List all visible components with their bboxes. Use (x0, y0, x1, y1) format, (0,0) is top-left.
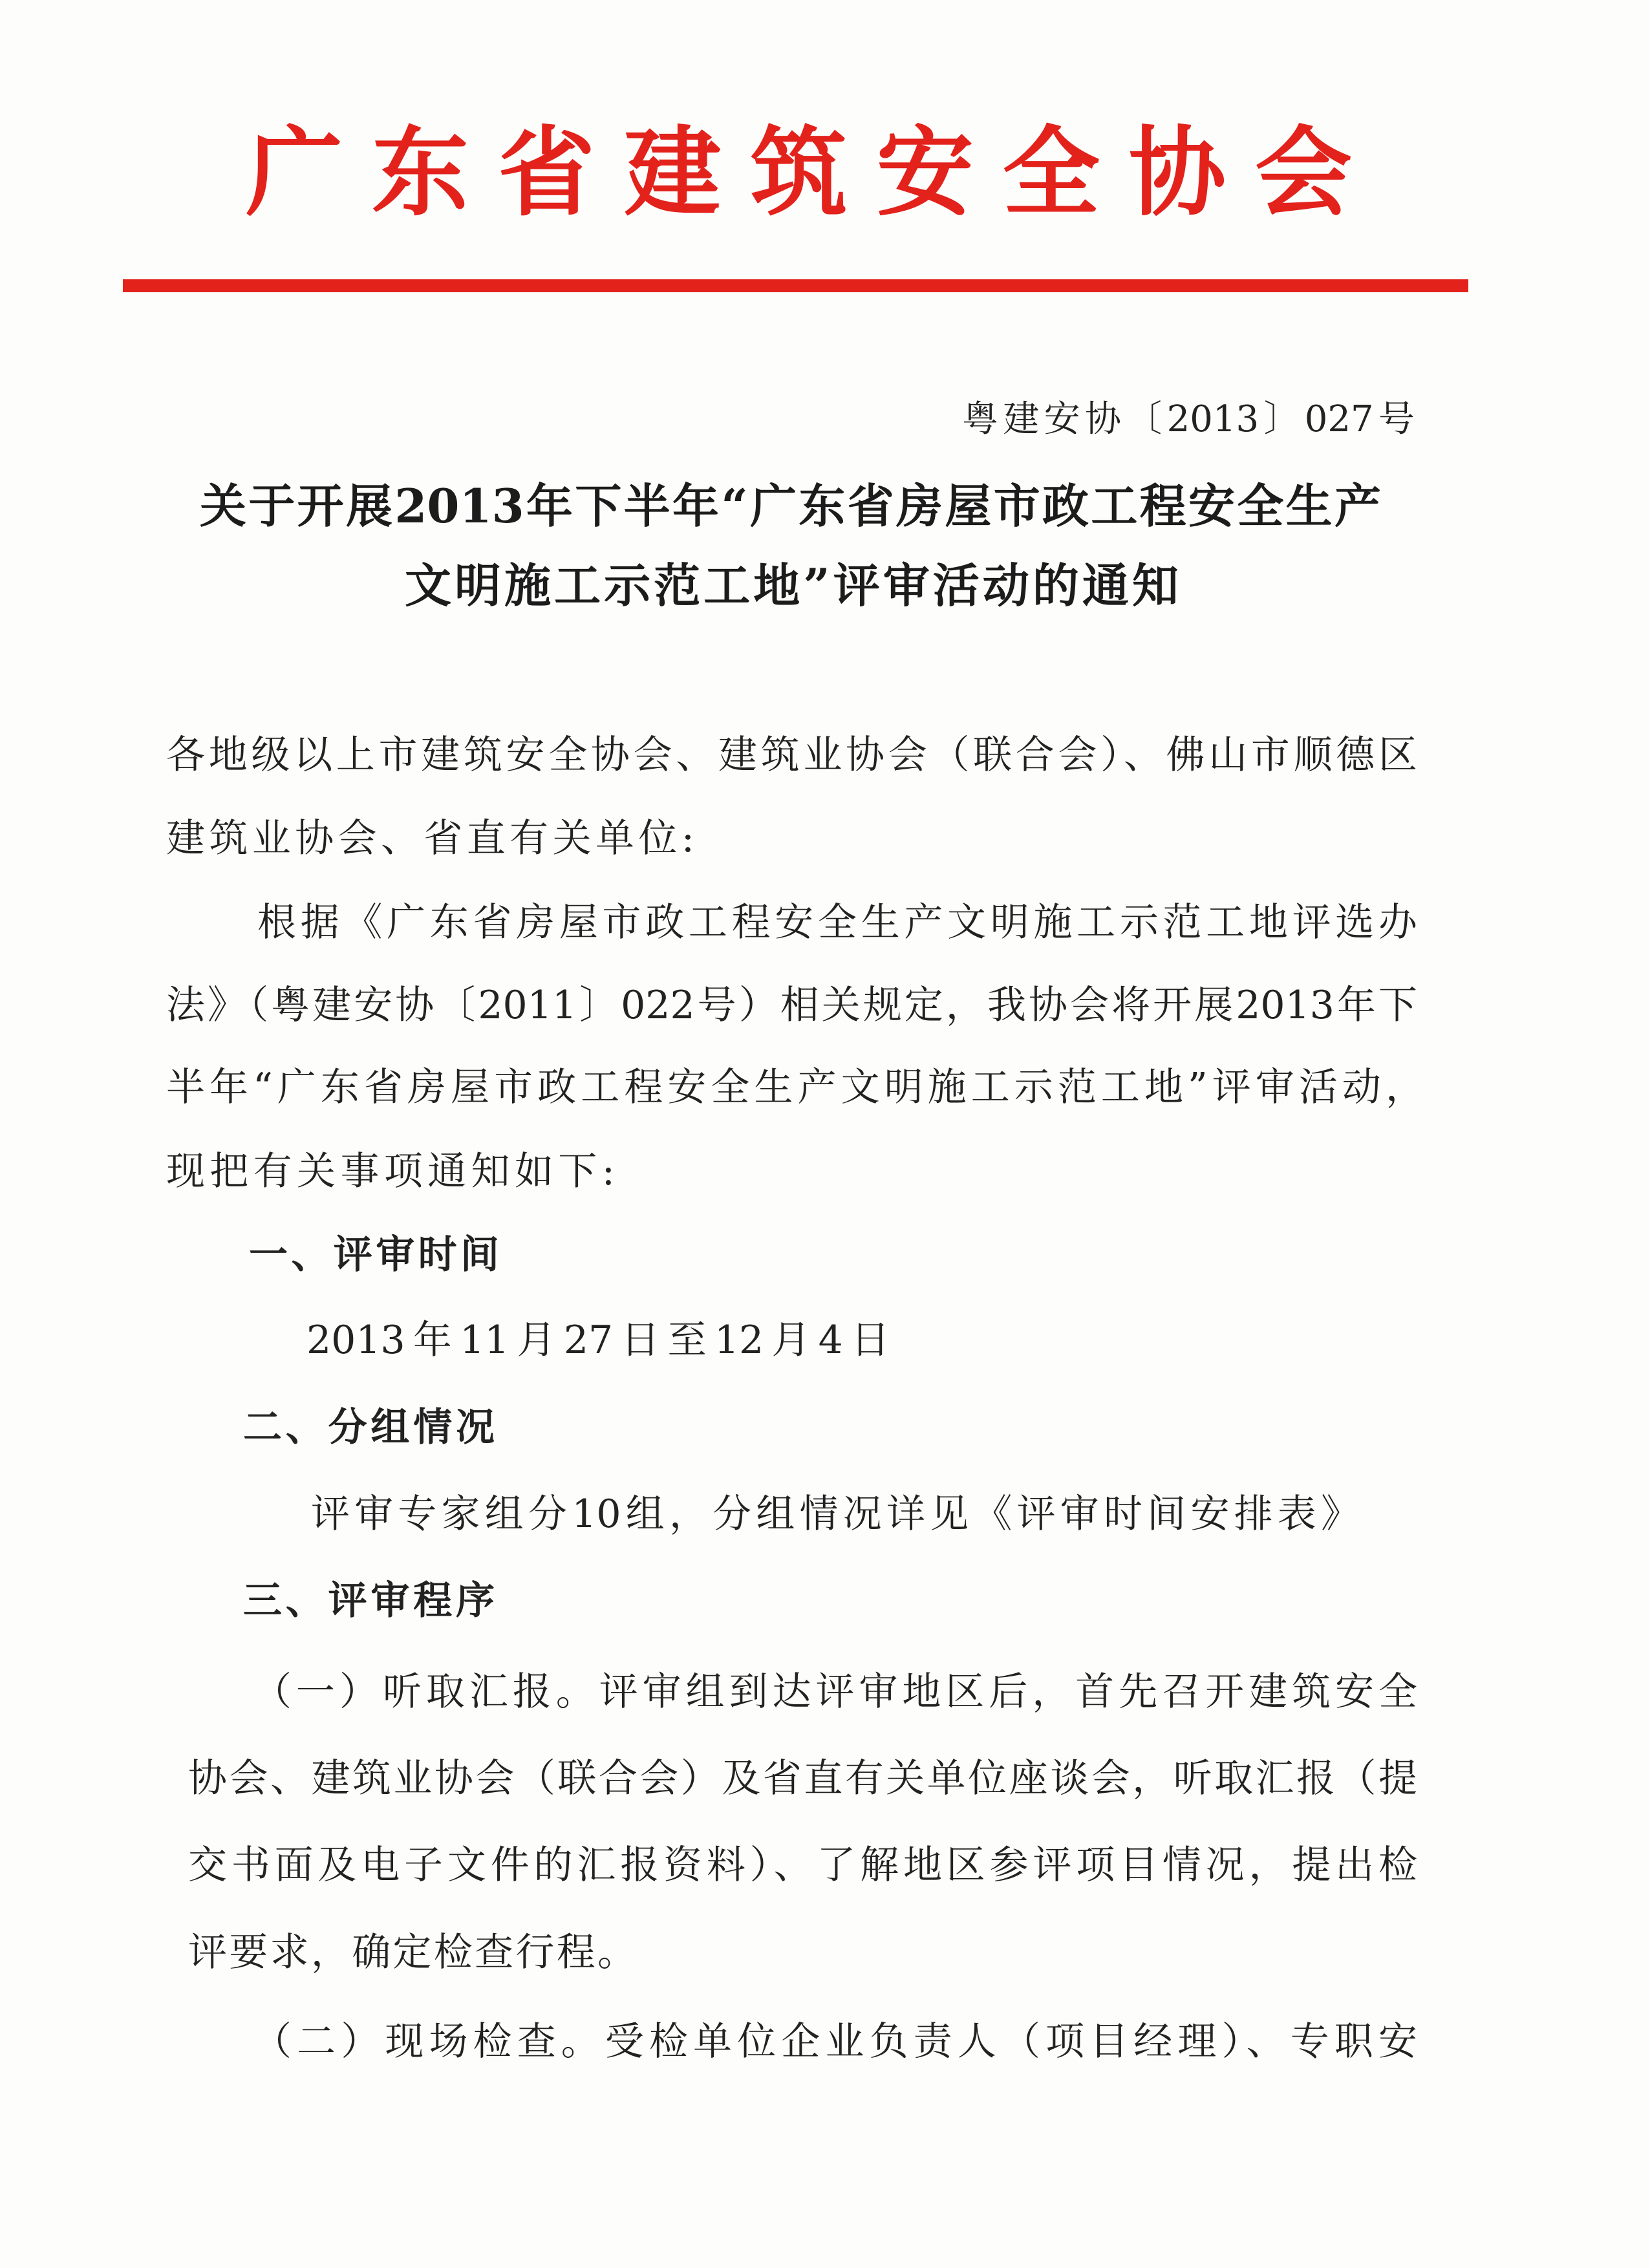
salutation-line: 建筑业协会、省直有关单位: (166, 816, 694, 861)
intro-paragraph-line: 现把有关事项通知如下: (166, 1149, 615, 1194)
salutation-line: 各地级以上市建筑安全协会、建筑业协会（联合会）、佛山市顺德区 (166, 733, 1417, 778)
letterhead-org-name: 广东省建筑安全协会 (246, 117, 1352, 230)
procedure-item-line: 协会、建筑业协会（联合会）及省直有关单位座谈会，听取汇报（提 (188, 1756, 1417, 1801)
section-heading-procedure: 三、评审程序 (243, 1578, 495, 1623)
document-title-line-2: 文明施工示范工地”评审活动的通知 (405, 558, 1179, 613)
document-number: 粤建安协〔2013〕027号 (962, 398, 1415, 440)
grouping-text: 评审专家组分10组，分组情况详见《评审时间安排表》 (311, 1492, 1360, 1537)
review-dates: 2013年11月27日至12月4日 (306, 1318, 890, 1363)
letterhead-red-rule (123, 279, 1468, 292)
procedure-item-line: 评要求，确定检查行程。 (188, 1930, 636, 1975)
section-heading-grouping: 二、分组情况 (243, 1405, 495, 1450)
section-heading-review-time: 一、评审时间 (249, 1232, 499, 1278)
intro-paragraph-line: 半年“广东省房屋市政工程安全生产文明施工示范工地”评审活动， (166, 1065, 1424, 1110)
procedure-item-line: （一）听取汇报。评审组到达评审地区后，首先召开建筑安全 (253, 1669, 1417, 1715)
intro-paragraph-line: 根据《广东省房屋市政工程安全生产文明施工示范工地评选办 (257, 900, 1417, 945)
document-title-line-1: 关于开展2013年下半年“广东省房屋市政工程安全生产 (200, 478, 1381, 533)
procedure-item-line: 交书面及电子文件的汇报资料）、了解地区参评项目情况，提出检 (188, 1843, 1417, 1888)
intro-paragraph-line: 法》（粤建安协〔2011〕022号）相关规定，我协会将开展2013年下 (166, 983, 1417, 1028)
procedure-item-line: （二）现场检查。受检单位企业负责人（项目经理）、专职安 (253, 2019, 1417, 2064)
